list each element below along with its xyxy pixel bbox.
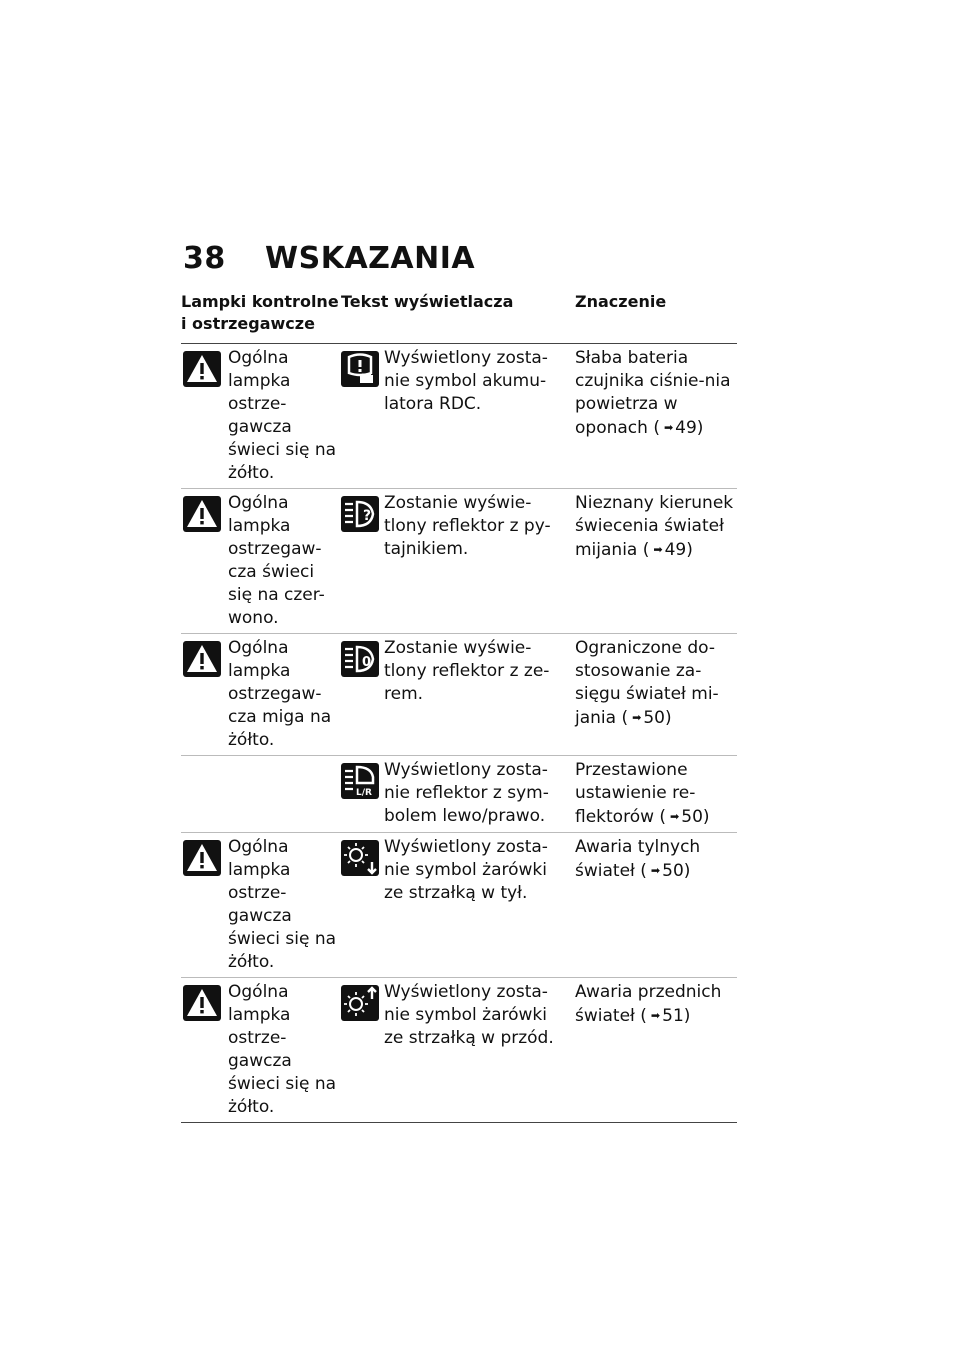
meaning-text: Słaba bateria czujnika ciśnie-nia powietrza w oponach ( ➡ 49) (575, 348, 731, 438)
display-text: Zostanie wyświe-tlony reflektor z py-tajnikiem. (384, 493, 551, 559)
warning-cell (181, 981, 341, 1119)
warning-text: Ogólna lampka ostrze-gawcza świeci się na żółto. (228, 982, 337, 1117)
page-reference[interactable]: ( ➡ 50) (659, 807, 710, 827)
display-cell (341, 759, 575, 829)
table-header (181, 291, 737, 344)
general-warning-triangle-icon (183, 351, 221, 387)
meaning-cell (575, 492, 737, 630)
meaning-text: Ograniczone do-stosowanie za-sięgu świateł mi-jania ( ➡ 50) (575, 638, 719, 728)
arrow-right-icon: ➡ (670, 810, 680, 823)
display-text: Wyświetlony zosta-nie symbol żarówki ze strzałką w tył. (384, 837, 548, 903)
meaning-cell (575, 347, 737, 485)
display-text: Wyświetlony zosta-nie symbol żarówki ze strzałką w przód. (384, 982, 554, 1048)
rdc-battery-icon (341, 351, 379, 387)
bulb-arrow-back-icon (341, 840, 379, 876)
arrow-right-icon: ➡ (650, 864, 661, 877)
meaning-cell (575, 759, 737, 829)
table-row (181, 756, 737, 833)
page-reference[interactable]: ( ➡ 49) (642, 540, 693, 560)
warning-text: Ogólna lampka ostrze-gawcza świeci się na żółto. (228, 837, 337, 972)
display-cell (341, 637, 575, 752)
page-reference[interactable]: ( ➡ 49) (653, 418, 704, 438)
table-row (181, 833, 737, 978)
meaning-cell (575, 637, 737, 752)
headlight-zero-icon (341, 641, 379, 677)
table-row (181, 634, 737, 756)
warning-text: Ogólna lampka ostrzegaw-cza miga na żółto. (228, 638, 332, 750)
page-header (183, 241, 475, 276)
arrow-right-icon: ➡ (653, 543, 663, 556)
display-text: Zostanie wyświe-tlony reflektor z ze-rem. (384, 638, 550, 704)
warning-text: Ogólna lampka ostrzegaw-cza świeci się na czer-wono. (228, 493, 325, 628)
page-reference[interactable]: ( ➡ 50) (621, 708, 672, 728)
display-cell (341, 981, 575, 1119)
table-row (181, 489, 737, 634)
meaning-text: Przestawione ustawienie re-flektorów ( ➡ 50) (575, 760, 710, 827)
meaning-text: Awaria tylnych świateł ( ➡ 50) (575, 837, 701, 881)
warning-text: Ogólna lampka ostrze-gawcza świeci się na żółto. (228, 348, 337, 483)
meaning-cell (575, 836, 737, 974)
column-header-meaning: Znaczenie (575, 292, 667, 311)
general-warning-triangle-icon (183, 840, 221, 876)
warning-cell-empty (181, 759, 341, 829)
headlight-left-right-icon (341, 763, 379, 799)
warning-cell (181, 637, 341, 752)
meaning-text: Awaria przednich świateł ( ➡ 51) (575, 982, 722, 1026)
display-cell (341, 492, 575, 630)
page-number: 38 (183, 241, 226, 276)
bulb-arrow-front-icon (341, 985, 379, 1021)
arrow-right-icon: ➡ (650, 1009, 661, 1022)
arrow-right-icon: ➡ (663, 421, 674, 434)
table-row (181, 978, 737, 1123)
arrow-right-icon: ➡ (632, 711, 642, 724)
warning-cell (181, 492, 341, 630)
page-reference[interactable]: ( ➡ 51) (640, 1006, 691, 1026)
display-cell (341, 836, 575, 974)
column-header-display-text: Tekst wyświetlacza (341, 292, 514, 311)
table-row (181, 344, 737, 489)
page-reference[interactable]: ( ➡ 50) (640, 861, 691, 881)
warning-cell (181, 836, 341, 974)
warning-cell (181, 347, 341, 485)
meaning-cell (575, 981, 737, 1119)
general-warning-triangle-icon (183, 496, 221, 532)
column-header-warning-lamps: Lampki kontrolne i ostrzegawcze (181, 292, 339, 333)
display-cell (341, 347, 575, 485)
meaning-text: Nieznany kierunek świecenia świateł mijania ( ➡ 49) (575, 493, 734, 560)
headlight-question-icon (341, 496, 379, 532)
display-text: Wyświetlony zosta-nie reflektor z sym-bolem lewo/prawo. (384, 760, 549, 826)
page-title: WSKAZANIA (265, 241, 476, 276)
display-text: Wyświetlony zosta-nie symbol akumu-latora RDC. (384, 348, 548, 414)
indicator-table (181, 291, 737, 1123)
general-warning-triangle-icon (183, 641, 221, 677)
general-warning-triangle-icon (183, 985, 221, 1021)
